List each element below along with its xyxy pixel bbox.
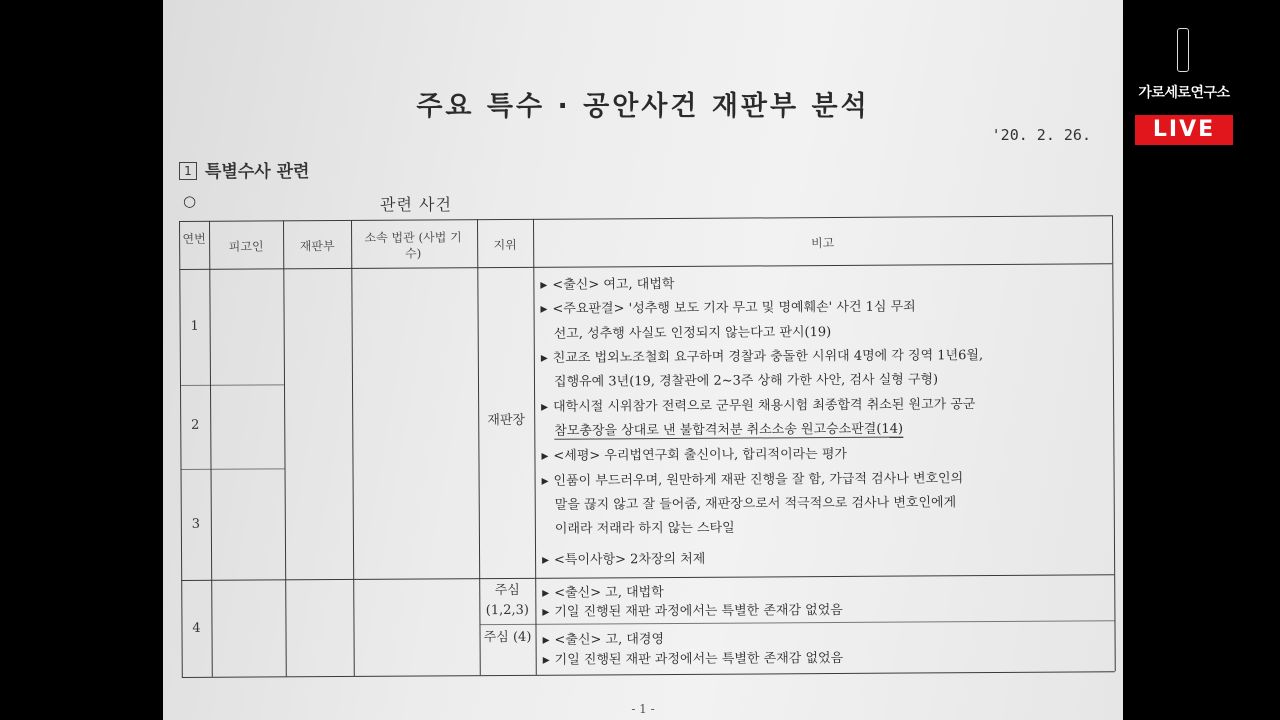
section-heading bbox=[179, 157, 309, 182]
position-presiding: 재판장 bbox=[487, 412, 526, 429]
table-border-right bbox=[1112, 215, 1116, 671]
channel-logo: 가로세로연구소 bbox=[1138, 85, 1230, 101]
header-seq: 연번 bbox=[182, 231, 206, 246]
col-divider bbox=[351, 220, 355, 676]
position-associate-1: 주심 (1,2,3) bbox=[485, 582, 530, 619]
table-header-divider bbox=[179, 263, 1112, 270]
row-divider bbox=[181, 574, 1114, 581]
header-remarks: 비고 bbox=[811, 235, 835, 251]
col-divider bbox=[209, 221, 213, 677]
header-defendant: 피고인 bbox=[228, 239, 264, 254]
judges-table bbox=[179, 215, 1115, 677]
remark-line: 말을 끊지 않고 잘 들어줌, 재판장으로서 적극적으로 검사나 변호인에게 bbox=[554, 495, 957, 513]
page-number: - 1 - bbox=[631, 702, 655, 716]
row-divider bbox=[181, 468, 285, 470]
remark-line: ▶ 기일 진행된 재판 과정에서는 특별한 존재감 없었음 bbox=[542, 650, 844, 668]
section-number: 1 bbox=[179, 162, 197, 180]
remark-line: 참모총장을 상대로 낸 불합격처분 취소소송 원고승소판결(14) bbox=[554, 418, 903, 440]
header-judges: 소속 법관 (사법 기수) bbox=[364, 230, 462, 261]
channel-emblem-icon bbox=[1177, 28, 1189, 72]
header-court: 재판부 bbox=[299, 239, 335, 254]
remark-line: ▶ 친교조 법외노조철회 요구하며 경찰과 충돌한 시위대 4명에 각 징역 1년6월, bbox=[540, 348, 984, 366]
row-divider bbox=[479, 620, 1114, 625]
remark-line: ▶ <특이사항> 2차장의 처제 bbox=[542, 551, 706, 568]
row-number: 4 bbox=[192, 620, 201, 636]
header-position: 지위 bbox=[493, 237, 517, 253]
remark-line: ▶ <세평> 우리법연구회 출신이나, 합리적이라는 평가 bbox=[541, 446, 848, 464]
remark-line: ▶ <출신> 여고, 대법학 bbox=[540, 276, 675, 293]
remark-line: ▶ <출신> 고, 대경영 bbox=[542, 632, 665, 648]
remark-line: ▶ <주요판결> '성추행 보도 기자 무고 및 명예훼손' 사건 1심 무죄 bbox=[540, 299, 916, 317]
section-title: 특별수사 관련 bbox=[205, 162, 310, 182]
row-number: 2 bbox=[191, 417, 200, 433]
remark-line: ▶ <출신> 고, 대법학 bbox=[542, 585, 664, 601]
live-badge: LIVE bbox=[1135, 115, 1233, 145]
row-number: 3 bbox=[191, 516, 201, 532]
col-divider bbox=[283, 220, 287, 676]
remark-line: 이래라 저래라 하지 않는 스타일 bbox=[554, 520, 735, 537]
related-cases-label: 관련 사건 bbox=[380, 195, 452, 214]
row-divider bbox=[180, 384, 284, 386]
position-associate-4: 주심 (4) bbox=[483, 629, 532, 646]
table-border-left bbox=[179, 221, 183, 677]
remark-line: 집행유예 3년(19, 경찰관에 2~3주 상해 가한 사안, 검사 실형 구형) bbox=[553, 372, 939, 390]
table-border-bottom bbox=[182, 671, 1115, 678]
document-title: 주요 특수 · 공안사건 재판부 분석 bbox=[416, 91, 870, 122]
document-date: '20. 2. 26. bbox=[991, 126, 1091, 144]
remark-line: ▶ 인품이 부드러우며, 원만하게 재판 진행을 잘 함, 가급적 검사나 변호인의 bbox=[541, 471, 964, 489]
document-page bbox=[163, 0, 1123, 720]
remark-line: 선고, 성추행 사실도 인정되지 않는다고 판시(19) bbox=[553, 325, 832, 342]
table-border-top bbox=[179, 215, 1112, 222]
row-number: 1 bbox=[190, 318, 199, 334]
remark-line: ▶ 기일 진행된 재판 과정에서는 특별한 존재감 없었음 bbox=[542, 602, 843, 620]
remark-line: ▶ 대학시절 시위참가 전력으로 군무원 채용시험 최종합격 취소된 원고가 공군 bbox=[541, 397, 976, 415]
circle-mark: ○ bbox=[183, 192, 197, 210]
